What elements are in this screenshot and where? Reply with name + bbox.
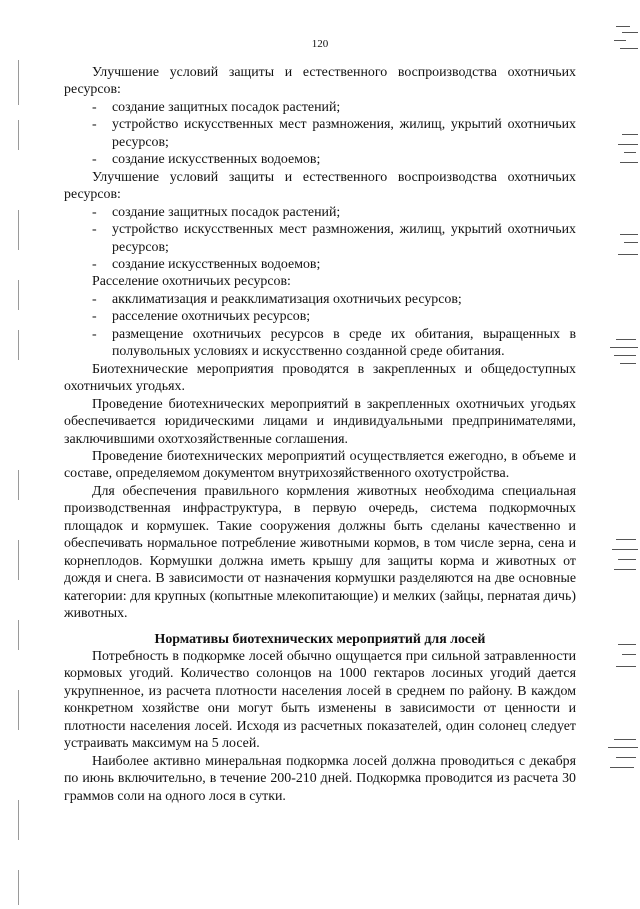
- bullet-list: [64, 291, 576, 361]
- bullet-list: [64, 204, 576, 274]
- paragraph: Биотехнические мероприятия проводятся в закрепленных и общедоступных охотничьих угодьях.: [64, 361, 576, 395]
- scan-noise: [606, 335, 640, 371]
- paragraph: Наиболее активно минеральная подкормка лосей должна проводиться с декабря по июнь включительно, в течение 200-210 дней. Подкормка проводится из расчета 30 граммов соли на одного лося в сутки.: [64, 753, 576, 804]
- list-item: - создание защитных посадок растений;: [64, 99, 576, 116]
- scan-margin-line: [18, 120, 19, 150]
- list-item: - устройство искусственных мест размножения, жилищ, укрытий охотничьих ресурсов;: [64, 116, 576, 151]
- scan-margin-line: [18, 330, 19, 360]
- scan-margin-line: [18, 620, 19, 650]
- paragraph: Улучшение условий защиты и естественного воспроизводства охотничьих ресурсов:: [64, 169, 576, 203]
- scan-margin-line: [18, 800, 19, 840]
- list-item: - создание искусственных водоемов;: [64, 151, 576, 168]
- list-item: - расселение охотничьих ресурсов;: [64, 308, 576, 325]
- scan-noise: [616, 130, 640, 170]
- scan-margin-line: [18, 470, 19, 500]
- scan-margin-line: [18, 60, 19, 105]
- list-item: - устройство искусственных мест размножения, жилищ, укрытий охотничьих ресурсов;: [64, 221, 576, 256]
- scan-margin-line: [18, 540, 19, 580]
- scan-margin-line: [18, 210, 19, 250]
- list-item: - создание искусственных водоемов;: [64, 256, 576, 273]
- scan-margin-line: [18, 280, 19, 310]
- bullet-list: [64, 99, 576, 169]
- paragraph: Проведение биотехнических мероприятий осуществляется ежегодно, в объеме и составе, определяемом документом внутрихозяйственного охотустройства.: [64, 448, 576, 482]
- paragraph: Для обеспечения правильного кормления животных необходима специальная производственная инфраструктура, в первую очередь, система подкормочных площадок и кормушек. Такие сооружения должны быть сделаны качественно и обеспечивать нормальное потребление животными кормов, в том числе зерна, сена и корнеплодов. Кормушки должна иметь крышу для защиты корма и животных от дождя и снега. В зависимости от назначения кормушки разделяются на две основные категории: для крупных (копытные млекопитающие) и мелких (зайцы, пернатая дичь) животных.: [64, 483, 576, 622]
- scan-noise: [616, 230, 640, 264]
- paragraph: Потребность в подкормке лосей обычно ощущается при сильной затравленности кормовых угодий. Количество солонцов на 1000 гектаров лосиных угодий дается укрупненное, из расчета плотности населения лосей в среднем по району. В каждом конкретном хозяйстве они могут быть изменены в зависимости от ценности и плотности населения лосей. Исходя из расчетных показателей, один солонец следует устраивать максимум на 5 лосей.: [64, 648, 576, 752]
- list-item: - акклиматизация и реакклиматизация охотничьих ресурсов;: [64, 291, 576, 308]
- paragraph: Проведение биотехнических мероприятий в закрепленных охотничьих угодьях обеспечивается юридическими лицами и индивидуальными предпринимателями, заключившими охотхозяйственные соглашения.: [64, 396, 576, 447]
- page-number: 120: [311, 38, 329, 50]
- scan-margin-line: [18, 870, 19, 905]
- section-heading: Нормативы биотехнических мероприятий для лосей: [154, 631, 486, 647]
- scan-noise: [610, 535, 640, 579]
- paragraph: Расселение охотничьих ресурсов:: [92, 274, 291, 290]
- document-body: [64, 64, 576, 805]
- scan-margin-line: [18, 690, 19, 730]
- list-item: - создание защитных посадок растений;: [64, 204, 576, 221]
- scan-noise: [612, 20, 640, 60]
- paragraph: Улучшение условий защиты и естественного воспроизводства охотничьих ресурсов:: [64, 65, 576, 98]
- list-item: - размещение охотничьих ресурсов в среде их обитания, выращенных в полувольных условиях и искусственно созданной среде обитания.: [64, 326, 576, 361]
- scan-noise: [606, 735, 640, 775]
- scan-noise: [614, 640, 640, 680]
